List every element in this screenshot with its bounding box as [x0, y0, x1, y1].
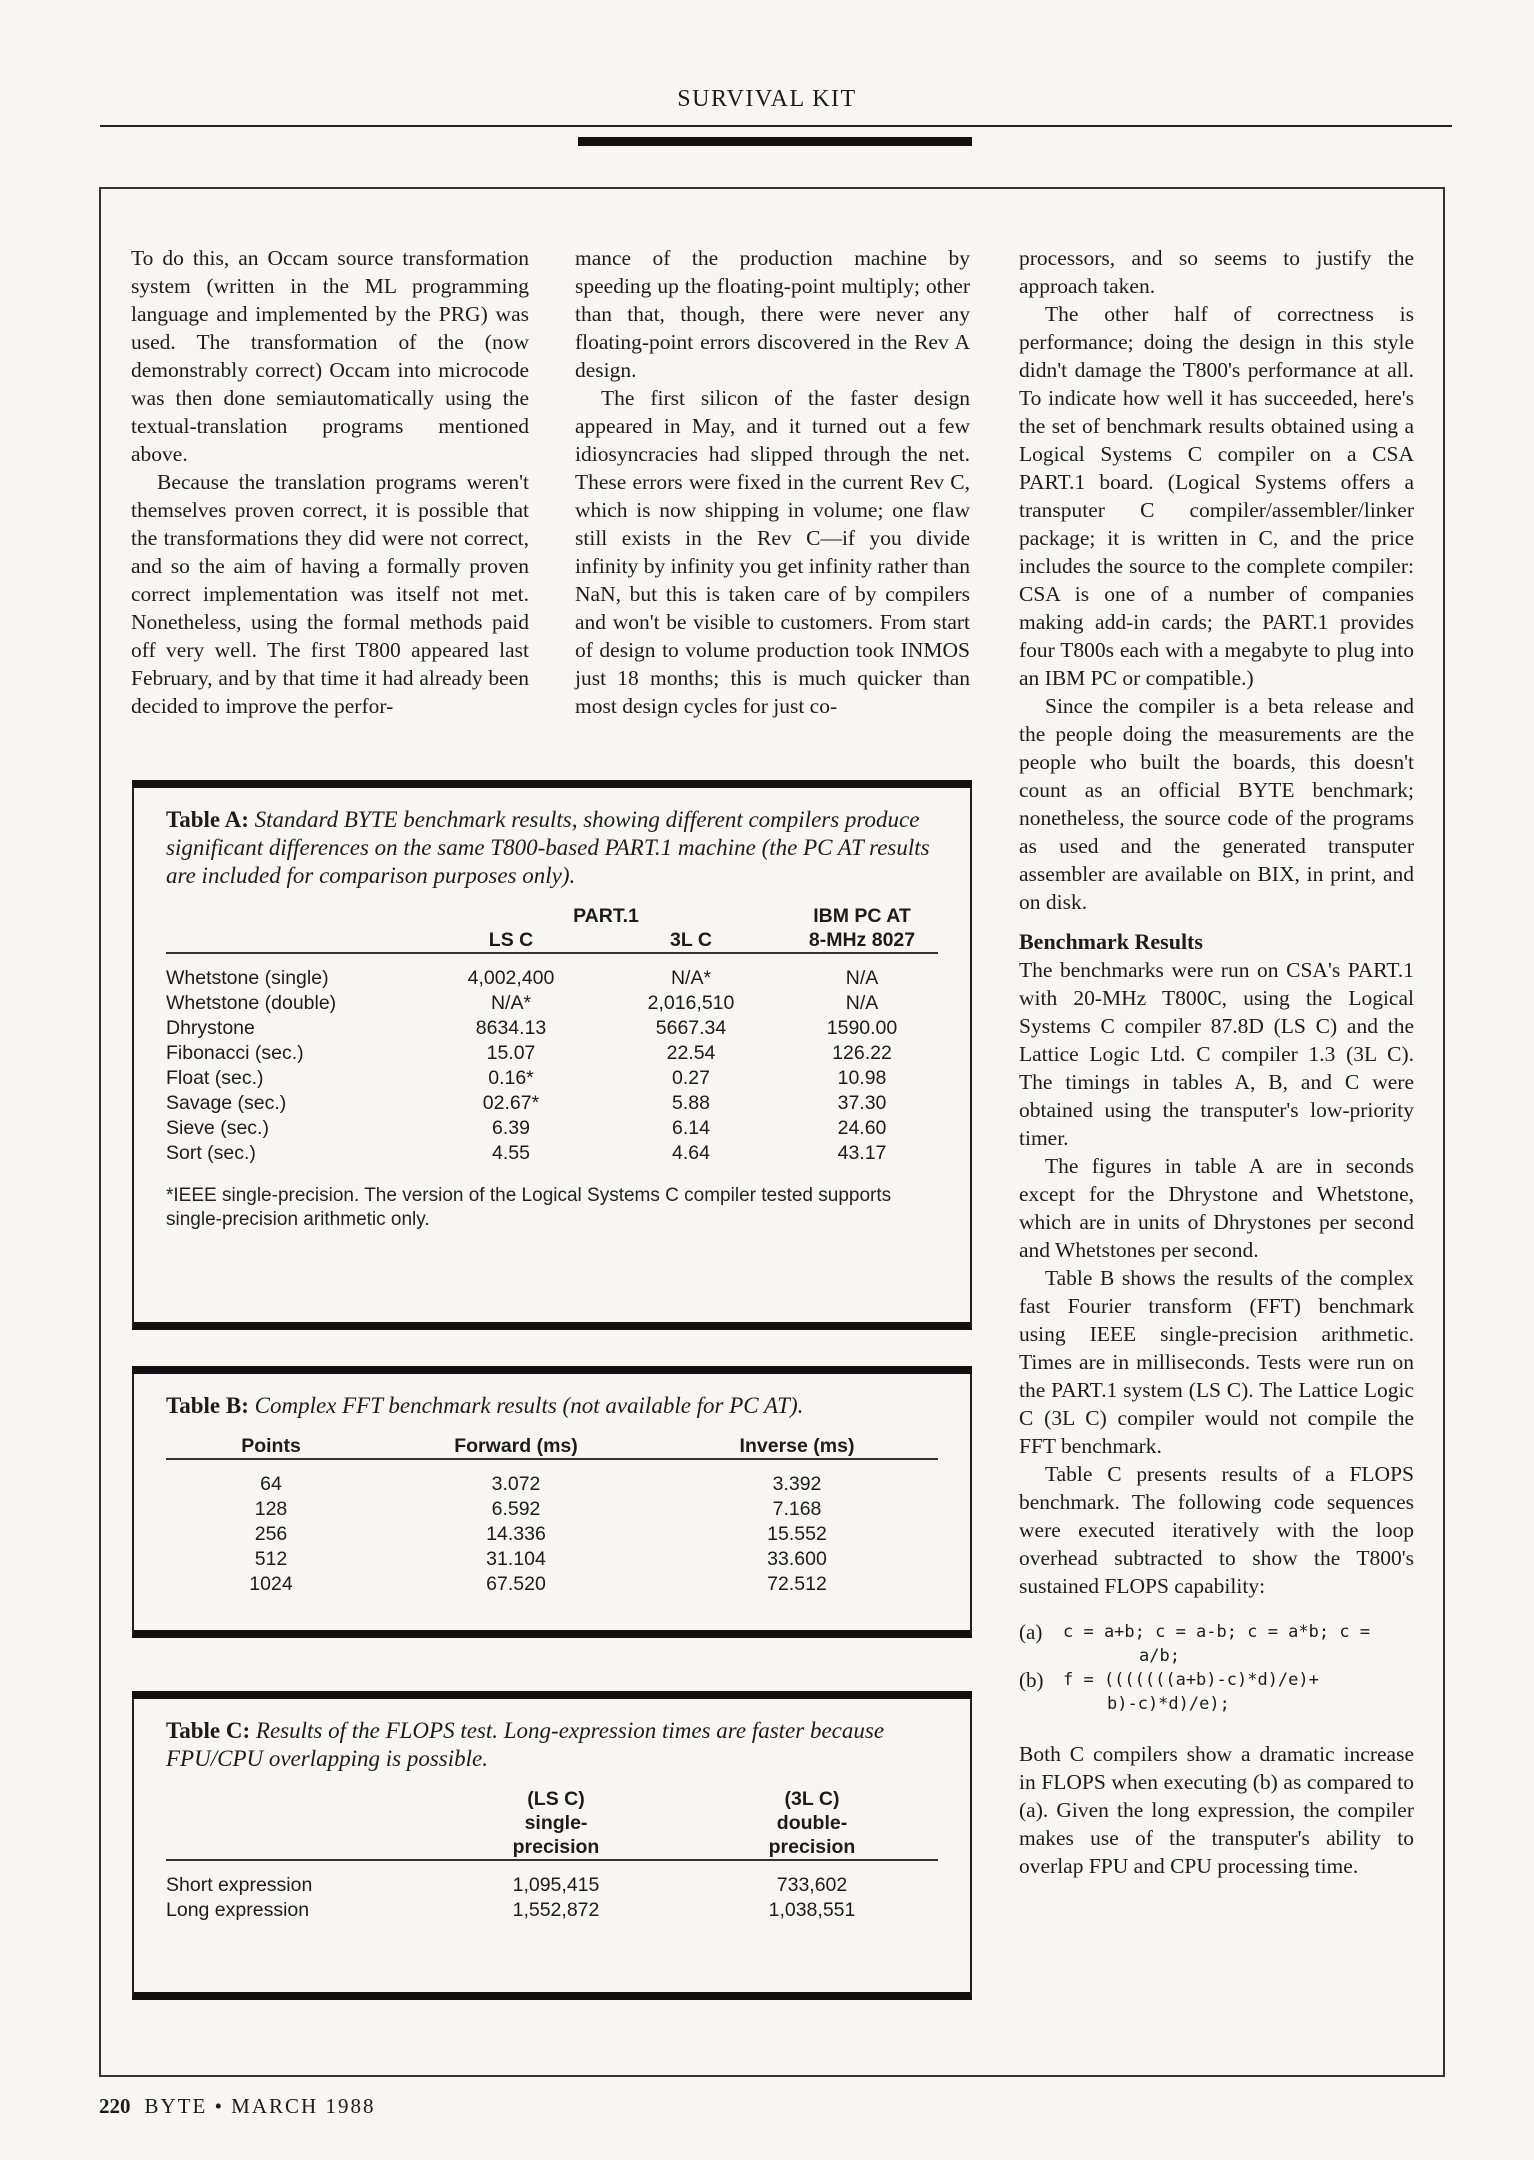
caption-text: Standard BYTE benchmark results, showing different compilers produce significant differences on the same T800-based PART.1 machine (the PC AT results are included for comparison purposes only). — [166, 807, 930, 888]
column-header: LS C — [488, 929, 534, 951]
table-row — [166, 1016, 938, 1041]
caption-text: Complex FFT benchmark results (not available for PC AT). — [254, 1393, 804, 1418]
table-row — [166, 1898, 938, 1923]
group-header: PART.1 — [573, 905, 639, 927]
cell: 6.39 — [492, 1117, 530, 1139]
cell: 33.600 — [767, 1548, 827, 1570]
cell: 15.552 — [767, 1523, 827, 1545]
cell: 1,552,872 — [512, 1899, 600, 1921]
column-header: Points — [241, 1435, 301, 1457]
column-1 — [131, 244, 529, 720]
running-header: SURVIVAL KIT — [677, 86, 857, 112]
cell: 0.16* — [488, 1067, 534, 1089]
column-3 — [1019, 244, 1414, 1880]
column-header: 3L C — [670, 929, 712, 951]
table-label: Table C: — [166, 1718, 251, 1743]
page-footer — [99, 2094, 375, 2119]
cell: 43.17 — [837, 1142, 887, 1164]
table-row — [166, 991, 938, 1016]
cell: 1024 — [249, 1573, 293, 1595]
cell: 37.30 — [837, 1092, 887, 1114]
paragraph: To do this, an Occam source transformation system (written in the ML programming language and implemented by the PRG) was used. The transformation of the (now demonstrably correct) Occam into microcode was then done semiautomatically using the textual-translation programs mentioned above. — [131, 246, 529, 466]
column-header: (LS C) — [527, 1788, 585, 1810]
cell: 02.67* — [482, 1092, 540, 1114]
row-label: Fibonacci (sec.) — [166, 1042, 304, 1064]
paragraph: Since the compiler is a beta release and the people doing the measurements are the people who built the boards, this doesn't count as an official BYTE benchmark; nonetheless, the source code of the programs as used and the generated transputer assembler are available on BIX, in print, and on disk. — [1019, 694, 1414, 914]
caption-text: Results of the FLOPS test. Long-expression times are faster because FPU/CPU overlapping is possible. — [166, 1718, 885, 1771]
table-row — [166, 1116, 938, 1141]
page-number: 220 — [99, 2094, 131, 2118]
cell: 15.07 — [486, 1042, 536, 1064]
paragraph: Table C presents results of a FLOPS benchmark. The following code sequences were executed iteratively with the loop overhead subtracted to show the T800's sustained FLOPS capability: — [1019, 1462, 1414, 1598]
paragraph: The other half of correctness is performance; doing the design in this style didn't damage the T800's performance at all. To indicate how well it has succeeded, here's the set of benchmark results obtained using a Logical Systems C compiler on a CSA PART.1 board. (Logical Systems offers a transputer C compiler/assembler/linker package; it is written in C, and the price includes the source to the complete compiler: CSA is one of a number of companies making add-in cards; the PART.1 provides four T800s each with a megabyte to plug into an IBM PC or compatible.) — [1019, 302, 1414, 690]
row-label: Savage (sec.) — [166, 1092, 287, 1114]
table-row — [166, 1522, 938, 1547]
table-label: Table A: — [166, 807, 249, 832]
cell: 6.592 — [491, 1498, 541, 1520]
column-header: Inverse (ms) — [739, 1435, 855, 1457]
cell: 4.64 — [672, 1142, 710, 1164]
table-row — [166, 1472, 938, 1497]
code-label: (a) — [1019, 1620, 1043, 1644]
cell: N/A — [845, 992, 879, 1014]
paragraph: Both C compilers show a dramatic increase in FLOPS when executing (b) as compared to (a). Given the long expression, the compiler makes use of the transputer's ability to overlap FPU and CPU processing time. — [1019, 1742, 1414, 1878]
row-label: Long expression — [166, 1899, 310, 1921]
cell: 126.22 — [832, 1042, 892, 1064]
cell: 1,095,415 — [512, 1874, 600, 1896]
cell: 4,002,400 — [467, 967, 555, 989]
cell: 2,016,510 — [647, 992, 735, 1014]
cell: 6.14 — [672, 1117, 710, 1139]
section-heading: Benchmark Results — [1019, 929, 1203, 954]
cell: 5.88 — [672, 1092, 710, 1114]
header-bar — [578, 137, 972, 146]
row-label: Sieve (sec.) — [166, 1117, 269, 1139]
table-row — [166, 1091, 938, 1116]
cell: 64 — [260, 1473, 282, 1495]
cell: 4.55 — [492, 1142, 530, 1164]
paragraph: The figures in table A are in seconds except for the Dhrystone and Whetstone, which are in units of Dhrystones per second and Whetstones per second. — [1019, 1154, 1414, 1262]
column-2 — [575, 244, 970, 720]
cell: 1590.00 — [826, 1017, 898, 1039]
row-label: Whetstone (double) — [166, 992, 337, 1014]
table-row — [166, 1497, 938, 1522]
header-rule — [100, 125, 1452, 127]
table-label: Table B: — [166, 1393, 249, 1418]
paragraph: The benchmarks were run on CSA's PART.1 with 20-MHz T800C, using the Logical Systems C compiler 87.8D (LS C) and the Lattice Logic Ltd. C compiler 1.3 (3L C). The timings in tables A, B, and C were obtained using the transputer's low-priority timer. — [1019, 958, 1414, 1150]
column-header: 8-MHz 8027 — [808, 929, 916, 951]
row-label: Float (sec.) — [166, 1067, 264, 1089]
cell: N/A — [845, 967, 879, 989]
cell: 22.54 — [666, 1042, 716, 1064]
table-row — [166, 1041, 938, 1066]
table-b-grid — [166, 1434, 938, 1597]
cell: 1,038,551 — [768, 1899, 856, 1921]
cell: 31.104 — [486, 1548, 546, 1570]
code-label: (b) — [1019, 1668, 1044, 1692]
paragraph: Table B shows the results of the complex fast Fourier transform (FFT) benchmark using IEEE single-precision arithmetic. Times are in milliseconds. Tests were run on the PART.1 system (LS C). The Lattice Logic C (3L C) compiler would not compile the FFT benchmark. — [1019, 1266, 1414, 1458]
table-a-footnote: *IEEE single-precision. The version of the Logical Systems C compiler tested supports single-precision arithmetic only. — [166, 1185, 892, 1230]
table-b — [132, 1372, 972, 1638]
table-c — [132, 1697, 972, 2000]
table-a-caption — [166, 806, 938, 890]
table-a-grid — [166, 904, 938, 1166]
table-b-caption — [166, 1392, 938, 1420]
code-block — [1019, 1620, 1414, 1716]
cell: 733,602 — [776, 1874, 848, 1896]
column-header: (3L C) — [784, 1788, 840, 1810]
column-header: precision — [512, 1836, 600, 1858]
cell: 67.520 — [486, 1573, 546, 1595]
cell: 14.336 — [486, 1523, 546, 1545]
row-label: Short expression — [166, 1874, 313, 1896]
cell: 5667.34 — [655, 1017, 727, 1039]
cell: 8634.13 — [475, 1017, 547, 1039]
cell: 0.27 — [672, 1067, 710, 1089]
code-line: c = a+b; c = a-b; c = a*b; c = — [1063, 1622, 1371, 1642]
table-c-grid — [166, 1787, 938, 1923]
cell: 512 — [254, 1548, 288, 1570]
cell: 3.392 — [772, 1473, 822, 1495]
row-label: Whetstone (single) — [166, 967, 329, 989]
table-c-caption — [166, 1717, 938, 1773]
table-row — [166, 1873, 938, 1898]
paragraph: The first silicon of the faster design appeared in May, and it turned out a few idiosyncracies had slipped through the net. These errors were fixed in the current Rev C, which is now shipping in volume; one flaw still exists in the Rev C—if you divide infinity by infinity you get infinity rather than NaN, but this is taken care of by compilers and won't be visible to customers. From start of design to volume production took INMOS just 18 months; this is much quicker than most design cycles for just co- — [575, 386, 970, 718]
row-label: Sort (sec.) — [166, 1142, 256, 1164]
column-header: IBM PC AT — [813, 905, 911, 927]
cell: 7.168 — [772, 1498, 822, 1520]
code-line: f = (((((((a+b)-c)*d)/e)+ — [1063, 1670, 1319, 1690]
column-header: Forward (ms) — [454, 1435, 578, 1457]
paragraph: processors, and so seems to justify the approach taken. — [1019, 246, 1414, 298]
cell: 256 — [254, 1523, 288, 1545]
magazine-issue: BYTE • MARCH 1988 — [144, 2094, 376, 2118]
column-header: double- — [776, 1812, 848, 1834]
cell: 10.98 — [837, 1067, 887, 1089]
cell: 3.072 — [491, 1473, 541, 1495]
code-line: b)-c)*d)/e); — [1107, 1694, 1230, 1714]
cell: 24.60 — [837, 1117, 887, 1139]
column-header: precision — [768, 1836, 856, 1858]
table-row — [166, 1141, 938, 1166]
cell: 72.512 — [767, 1573, 827, 1595]
paragraph: Because the translation programs weren't themselves proven correct, it is possible that the transformations they did were not correct, and so the aim of having a formally proven correct implementation was itself not met. Nonetheless, using the formal methods paid off very well. The first T800 appeared last February, and by that time it had already been decided to improve the perfor- — [131, 470, 529, 718]
table-row — [166, 966, 938, 991]
code-line: a/b; — [1139, 1646, 1180, 1666]
cell: 128 — [254, 1498, 288, 1520]
table-row — [166, 1572, 938, 1597]
column-header: single- — [524, 1812, 588, 1834]
paragraph: mance of the production machine by speeding up the floating-point multiply; other than that, though, there were never any floating-point errors discovered in the Rev A design. — [575, 246, 970, 382]
table-a — [132, 786, 972, 1330]
table-row — [166, 1547, 938, 1572]
table-row — [166, 1066, 938, 1091]
cell: N/A* — [670, 967, 712, 989]
row-label: Dhrystone — [166, 1017, 255, 1039]
cell: N/A* — [490, 992, 532, 1014]
